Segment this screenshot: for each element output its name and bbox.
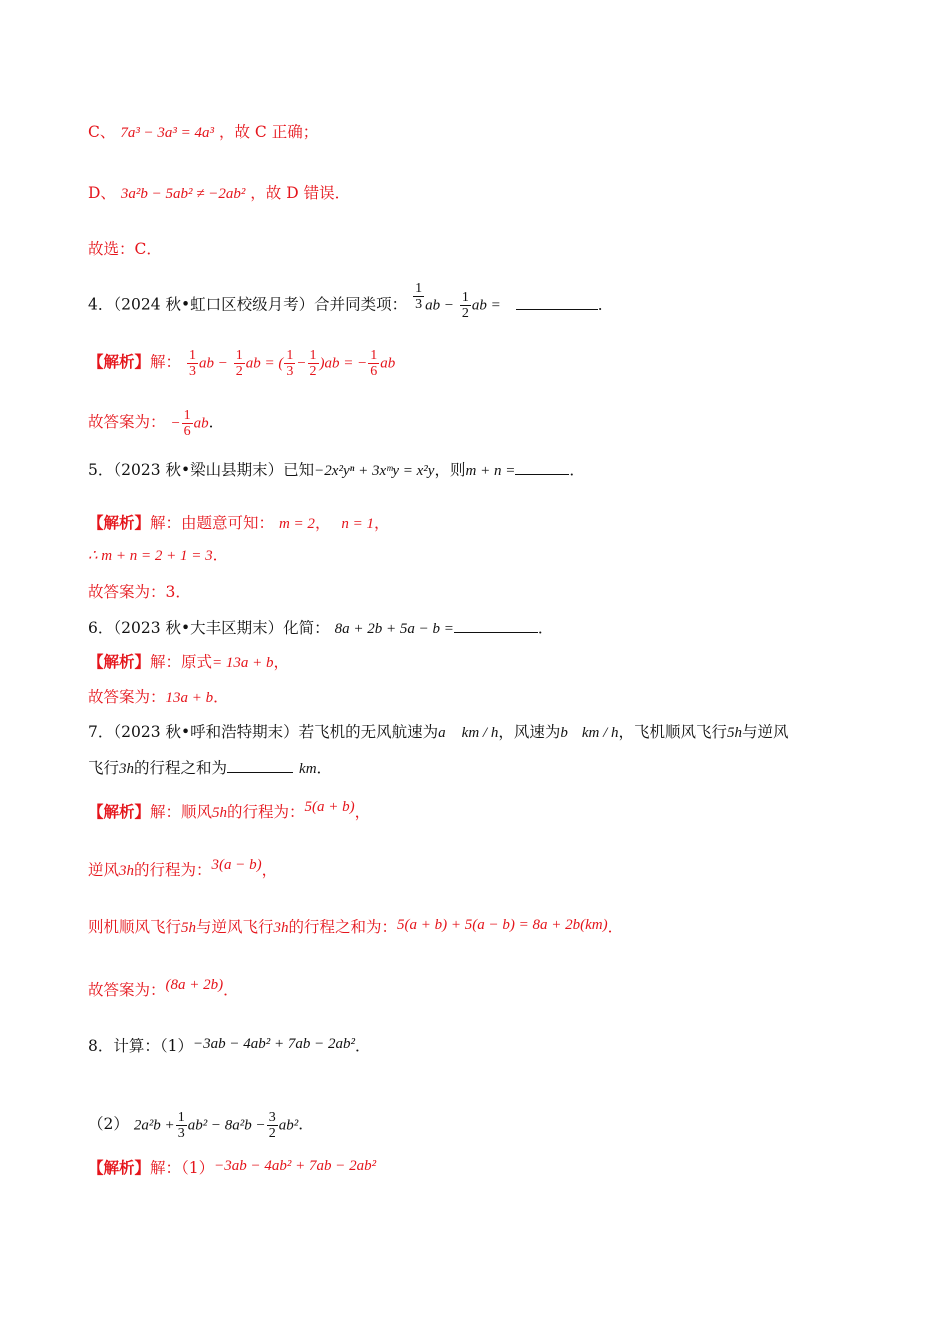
q7-answer-formula: (8a + 2b)	[165, 977, 224, 993]
q4-line: 4．（2024 秋•虹口区校级月考）合并同类项： $\frac{1}{3}$ ab − $\frac{1}{2}$ ab = ．	[88, 281, 614, 321]
q6-solution-text: 解：原式	[150, 653, 213, 671]
q6-source: （2023 秋•大丰区期末）	[113, 619, 284, 637]
q6-solution: 【解析】解：原式= 13a + b，	[88, 652, 290, 671]
q7-sol1-tail: 的行程为：	[227, 803, 305, 821]
q5-source: （2023 秋•梁山县期末）	[113, 461, 284, 479]
q6-solution-formula: = 13a + b	[212, 655, 274, 671]
q4-prompt: 合并同类项：	[314, 295, 408, 314]
option-c-conclusion: ，故 C 正确；	[219, 123, 319, 141]
q8-formula-2-b: ab² − 8a²b −	[187, 1117, 266, 1133]
q6-number: 6．	[88, 619, 114, 637]
option-d-prefix: D、	[88, 184, 116, 202]
q7-var-b: b	[560, 725, 568, 741]
q8-solution-label: 【解析】	[88, 1158, 151, 1177]
q7-sol3-c: 的行程之和为：	[288, 918, 398, 936]
q4-answer-blank	[516, 293, 598, 310]
option-c-line	[88, 120, 318, 145]
q5-m-value: m = 2	[278, 516, 315, 532]
q7-source: （2023 秋•呼和浩特期末）	[113, 723, 299, 741]
q5-answer: 故答案为：3．	[88, 583, 191, 601]
q4-solution-label: 【解析】	[88, 352, 151, 371]
q7-unit-1: km / h	[461, 725, 499, 741]
option-c-formula: 7a³ − 3a³ = 4a³	[120, 125, 215, 141]
q7-text-2: ，风速为	[498, 723, 561, 741]
q5-therefore-formula: ∴ m + n = 2 + 1 = 3	[88, 548, 213, 564]
option-d-conclusion: ，故 D 错误．	[250, 184, 351, 202]
q5-solution-label: 【解析】	[88, 513, 151, 532]
q7-sol3-time-3: 3h	[273, 920, 289, 936]
q7-text-3: ，飞机顺风飞行	[618, 723, 728, 741]
q7-unit-2: km / h	[581, 725, 619, 741]
q7-var-a: a	[438, 725, 446, 741]
q8-number: 8．	[88, 1037, 114, 1055]
q7-text-1: 若飞机的无风航速为	[298, 723, 439, 741]
q7-sol2-tail: 的行程为：	[134, 861, 212, 879]
q5-formula: −2x²yⁿ + 3xᵐy = x²y	[314, 463, 435, 479]
q8-prompt: 计算：（1）	[113, 1037, 193, 1055]
q7-text-4: 与逆风	[742, 723, 789, 741]
q7-line2-b: 的行程之和为	[134, 759, 228, 777]
q8-formula-2: 2a²b + $\frac{1}{3}$ ab² − 8a²b − $\frac{3}{2}$ ab²	[133, 1109, 299, 1141]
q6-line: 6．（2023 秋•大丰区期末）化简： 8a + 2b + 5a − b = ．	[88, 616, 553, 641]
q7-answer-blank	[227, 756, 293, 773]
q4-number: 4．	[88, 295, 114, 314]
q5-prompt: 已知	[283, 461, 315, 479]
q5-solution: 【解析】解：由题意可知： m = 2， n = 1，	[88, 513, 390, 532]
q6-answer-label: 故答案为：	[88, 688, 166, 706]
q4-answer-formula: − $\frac{1}{6}$ ab	[170, 407, 209, 439]
q7-number: 7．	[88, 723, 114, 741]
q5-solution-text: 解：由题意可知：	[150, 514, 275, 532]
q7-line-2: 飞行3h的行程之和为 km．	[88, 756, 332, 781]
option-d-line	[88, 181, 350, 206]
q7-solution-label: 【解析】	[88, 802, 151, 821]
q8-solution	[88, 1154, 376, 1180]
q7-sol3-b: 与逆风飞行	[196, 918, 274, 936]
q7-sol2-formula: 3(a − b)	[211, 857, 262, 873]
q4-solution	[88, 347, 396, 379]
q7-sol3-formula: 5(a + b) + 5(a − b) = 8a + 2b(km)	[397, 917, 608, 933]
q4-answer-label: 故答案为：	[88, 413, 166, 431]
q7-sol2-time: 3h	[119, 863, 135, 879]
q6-formula: 8a + 2b + 5a − b =	[334, 621, 454, 637]
q8-formula-2-a: 2a²b +	[133, 1117, 175, 1133]
q7-sol1-formula: 5(a + b)	[304, 799, 355, 815]
q5-line: 5．（2023 秋•梁山县期末）已知−2x²yⁿ + 3xᵐy = x²y，则m + n = ．	[88, 458, 585, 483]
q8-formula-2-c: ab²	[278, 1117, 299, 1133]
q7-solution-2: 逆风3h的行程为：3(a − b)，	[88, 857, 278, 879]
option-c-prefix: C、	[88, 123, 116, 141]
q7-sol2-text: 逆风	[88, 861, 120, 879]
q4-solution-formula: $\frac{1}{3}$ ab − $\frac{1}{2}$ ab = ( $\frac{1}{3}$ − $\frac{1}{2}$ )ab = − $\frac{1}{6}$ ab	[188, 347, 396, 379]
q4-source: （2024 秋•虹口区校级月考）	[113, 295, 315, 314]
q7-answer-label: 故答案为：	[88, 981, 166, 999]
q7-answer: 故答案为：(8a + 2b)．	[88, 977, 239, 999]
q6-solution-label: 【解析】	[88, 652, 151, 671]
q7-sol3-time-5: 5h	[181, 920, 197, 936]
q7-sol3-a: 则机顺风飞行	[88, 918, 182, 936]
q5-then: ，则	[434, 461, 466, 479]
q6-prompt: 化简：	[283, 619, 330, 637]
q7-solution-1: 【解析】解：顺风5h的行程为：5(a + b)，	[88, 799, 371, 821]
q6-answer-formula: 13a + b	[165, 690, 214, 706]
q3-answer: 故选：C．	[88, 240, 162, 258]
q4-frac-1-2: $\frac{1}{2}$	[461, 290, 469, 321]
q6-answer: 故答案为：13a + b．	[88, 688, 229, 706]
q7-time-5h: 5h	[727, 725, 743, 741]
q8-formula-1: −3ab − 4ab² + 7ab − 2ab²	[193, 1036, 355, 1052]
option-d-formula: 3a²b − 5ab² ≠ −2ab²	[120, 186, 246, 202]
q7-sol1-text: 解：顺风	[150, 803, 213, 821]
q7-solution-3: 则机顺风飞行5h与逆风飞行3h的行程之和为：5(a + b) + 5(a − b) = 8a + 2b(km)．	[88, 917, 624, 936]
q4-answer: 故答案为： − $\frac{1}{6}$ ab．	[88, 407, 225, 439]
q4-expr-tail: ab =	[471, 297, 501, 314]
q4-frac-1-3: $\frac{1}{3}$	[415, 281, 423, 312]
q5-ask: m + n =	[465, 463, 516, 479]
q5-number: 5．	[88, 461, 114, 479]
q5-therefore: ∴ m + n = 2 + 1 = 3．	[88, 546, 229, 564]
q8-part2: （2）	[88, 1115, 129, 1133]
q5-n-value: n = 1	[341, 516, 374, 532]
q8-line-1: 8．计算：（1）−3ab − 4ab² + 7ab − 2ab²．	[88, 1036, 371, 1055]
q7-sol1-time: 5h	[212, 805, 228, 821]
q5-answer-blank	[515, 458, 569, 475]
q7-unit-km: km	[299, 761, 317, 777]
q7-time-3h: 3h	[119, 761, 135, 777]
q8-solution-text: 解：（1）	[150, 1159, 215, 1177]
q7-line2-a: 飞行	[88, 759, 120, 777]
q4-solution-text: 解：	[150, 353, 182, 371]
q6-answer-blank	[454, 616, 538, 633]
q8-solution-formula: −3ab − 4ab² + 7ab − 2ab²	[214, 1158, 377, 1174]
q7-line-1	[88, 720, 789, 745]
q8-line-2: （2） 2a²b + $\frac{1}{3}$ ab² − 8a²b − $\frac{3}{2}$ ab²．	[88, 1109, 314, 1141]
